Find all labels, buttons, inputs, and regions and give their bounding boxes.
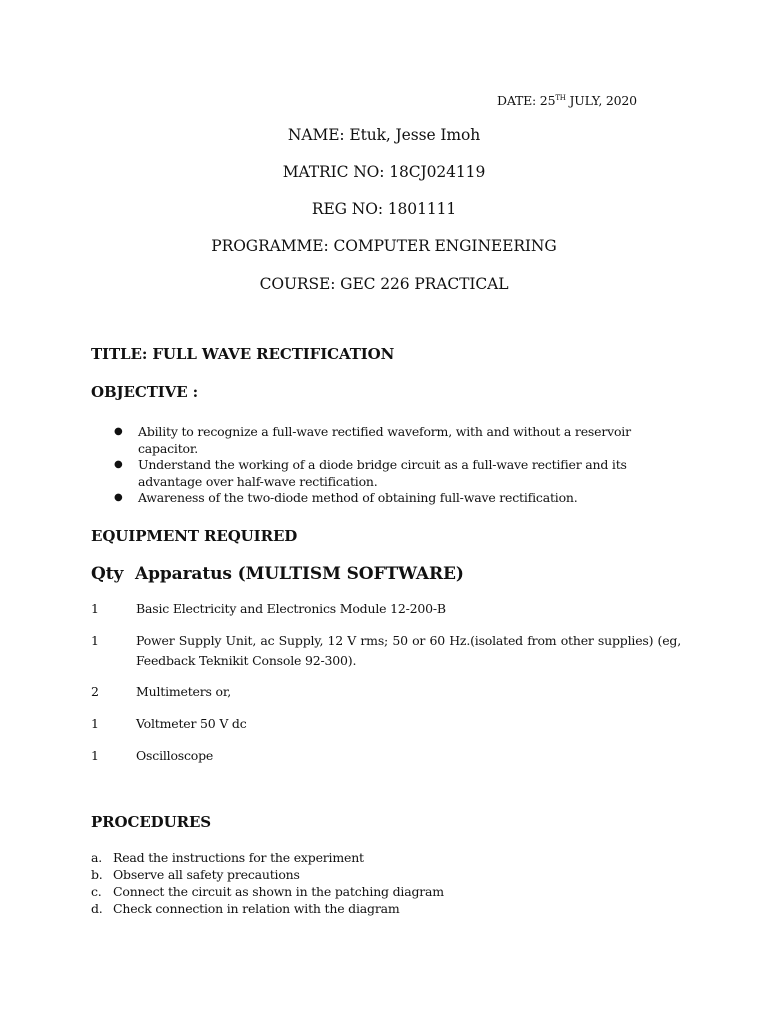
objective-heading: OBJECTIVE : [91, 383, 199, 401]
reg-number: REG NO: 1801111 [311, 200, 457, 218]
procedure-step [91, 900, 591, 917]
objective-item-text: Understand the working of a diode bridge circuit as a full-wave rectifier and its advantage over half-wave rectification. [138, 457, 627, 489]
equipment-qty: 1 [91, 716, 99, 731]
equipment-row [91, 631, 681, 671]
date-suffix: JULY, 2020 [565, 93, 637, 108]
equipment-row [91, 682, 681, 702]
objective-item [114, 457, 684, 490]
equipment-name: Power Supply Unit, ac Supply, 12 V rms; 50 or 60 Hz.(isolated from other supplies) (eg, Feedback Teknikit Console 92-300). [136, 633, 681, 668]
objective-item [114, 424, 684, 457]
procedure-step [91, 866, 591, 883]
equipment-qty: 1 [91, 601, 99, 616]
equipment-qty: 2 [91, 684, 99, 699]
qty-column-label: Qty [91, 564, 124, 584]
programme: PROGRAMME: COMPUTER ENGINEERING [211, 237, 557, 255]
step-text: Observe all safety precautions [113, 867, 300, 882]
objective-item [114, 490, 684, 507]
equipment-name: Oscilloscope [136, 748, 214, 763]
procedures-heading: PROCEDURES [91, 813, 212, 831]
bullet-icon: ● [114, 492, 123, 503]
course: COURSE: GEC 226 PRACTICAL [259, 275, 509, 293]
bullet-icon: ● [114, 459, 123, 470]
date-prefix: DATE: 25 [497, 93, 556, 108]
equipment-heading: EQUIPMENT REQUIRED [91, 527, 298, 545]
equipment-table-header [91, 564, 464, 584]
equipment-name: Multimeters or, [136, 684, 232, 699]
objective-item-text: Ability to recognize a full-wave rectified waveform, with and without a reservoir capacitor. [138, 424, 631, 456]
procedure-step [91, 849, 591, 866]
equipment-row [91, 714, 681, 734]
equipment-qty: 1 [91, 748, 99, 763]
student-name: NAME: Etuk, Jesse Imoh [287, 126, 481, 144]
matric-number: MATRIC NO: 18CJ024119 [282, 163, 486, 181]
bullet-icon: ● [114, 426, 123, 437]
objective-list [114, 424, 684, 507]
document-title: TITLE: FULL WAVE RECTIFICATION [91, 345, 395, 363]
step-label: c. [91, 884, 102, 899]
step-label: a. [91, 850, 103, 865]
procedure-step [91, 883, 591, 900]
step-text: Check connection in relation with the diagram [113, 901, 400, 916]
procedure-list [91, 849, 591, 917]
equipment-name: Basic Electricity and Electronics Module 12-200-B [136, 601, 446, 616]
equipment-qty: 1 [91, 633, 99, 648]
equipment-row [91, 746, 681, 766]
step-label: d. [91, 901, 103, 916]
equipment-row [91, 599, 681, 619]
step-text: Read the instructions for the experiment [113, 850, 364, 865]
equipment-name: Voltmeter 50 V dc [136, 716, 247, 731]
step-label: b. [91, 867, 103, 882]
date-superscript: TH [555, 94, 566, 102]
step-text: Connect the circuit as shown in the patching diagram [113, 884, 444, 899]
date-line [497, 93, 637, 108]
apparatus-column-label: Apparatus (MULTISM SOFTWARE) [135, 564, 464, 584]
objective-item-text: Awareness of the two-diode method of obtaining full-wave rectification. [138, 490, 578, 505]
